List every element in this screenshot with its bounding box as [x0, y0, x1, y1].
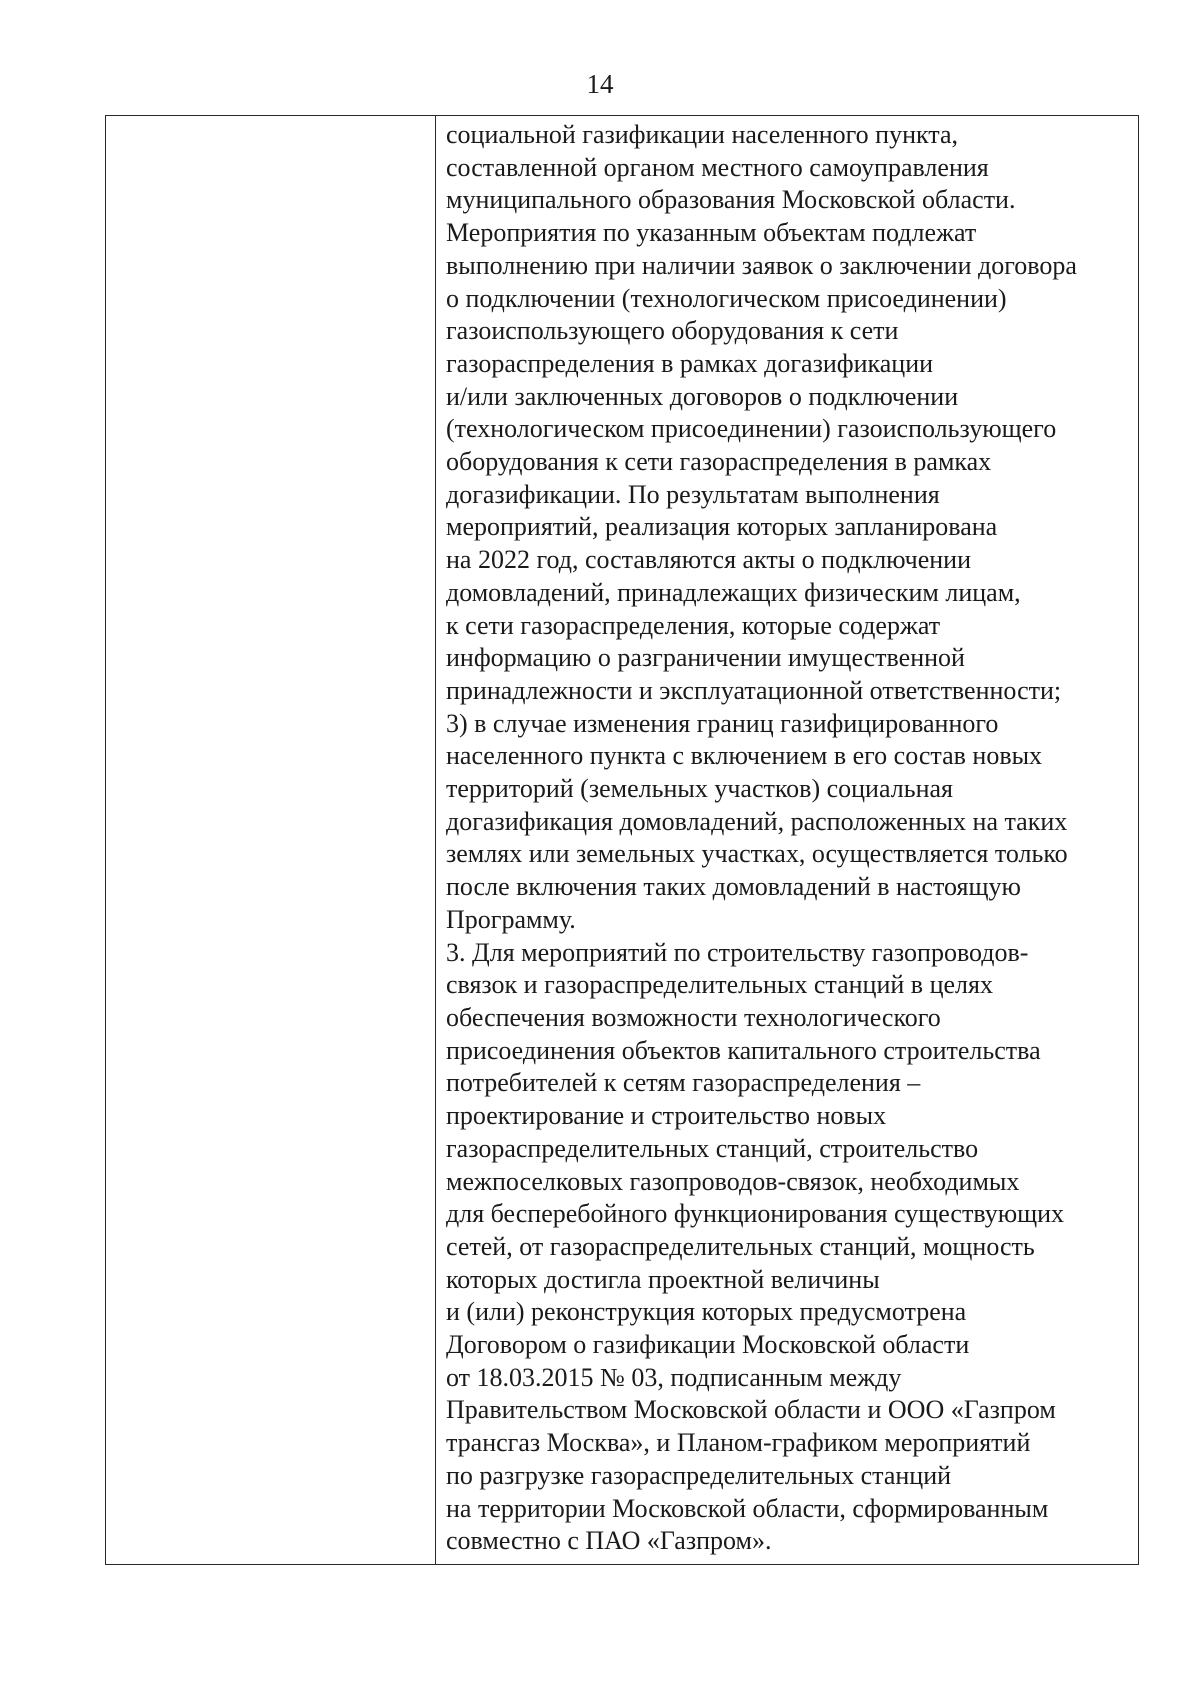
text-line: проектирование и строительство новых — [446, 1101, 887, 1131]
text-line: оборудования к сети газораспределения в рамках — [446, 447, 992, 477]
text-line: догазификация домовладений, расположенных на таких — [446, 806, 1068, 836]
table-left-cell — [106, 116, 436, 1564]
document-table — [105, 115, 1139, 1565]
text-line: связок и газораспределительных станций в целях — [446, 970, 993, 1000]
text-line: газораспределительных станций, строительство — [446, 1133, 979, 1163]
text-line: домовладений, принадлежащих физическим лицам, — [446, 577, 1021, 607]
text-line: от 18.03.2015 № 03, подписанным между — [446, 1362, 902, 1392]
text-line: территорий (земельных участков) социальная — [446, 774, 953, 804]
text-line: Договором о газификации Московской области — [446, 1330, 970, 1360]
page-number: 14 — [586, 69, 614, 99]
table-right-cell — [436, 116, 1138, 1564]
text-line: межпоселковых газопроводов-связок, необходимых — [446, 1166, 1020, 1196]
text-line: информацию о разграничении имущественной — [446, 643, 965, 673]
text-line: о подключении (технологическом присоединении) — [446, 283, 1007, 313]
text-line: 3. Для мероприятий по строительству газопроводов- — [446, 937, 1029, 967]
text-line: газоиспользующего оборудования к сети — [446, 316, 899, 346]
text-line: Программу. — [446, 904, 576, 934]
text-line: догазификации. По результатам выполнения — [446, 479, 940, 509]
text-line: на 2022 год, составляются акты о подключении — [446, 545, 971, 575]
text-line: и (или) реконструкция которых предусмотрена — [446, 1297, 967, 1327]
text-line: к сети газораспределения, которые содержат — [446, 610, 941, 640]
text-line: после включения таких домовладений в настоящую — [446, 872, 1021, 902]
text-line: для бесперебойного функционирования существующих — [446, 1199, 1065, 1229]
text-line: по разгрузке газораспределительных станций — [446, 1460, 952, 1490]
text-line: сетей, от газораспределительных станций, мощность — [446, 1231, 1035, 1261]
text-line: Правительством Московской области и ООО «Газпром — [446, 1395, 1056, 1425]
text-line: совместно с ПАО «Газпром». — [446, 1526, 772, 1556]
text-line: Мероприятия по указанным объектам подлежат — [446, 218, 977, 248]
text-line: и/или заключенных договоров о подключении — [446, 381, 959, 411]
text-line: населенного пункта с включением в его состав новых — [446, 741, 1043, 771]
text-line: которых достигла проектной величины — [446, 1264, 880, 1294]
text-line: (технологическом присоединении) газоиспользующего — [446, 414, 1057, 444]
text-line: обеспечения возможности технологического — [446, 1002, 941, 1032]
text-line: 3) в случае изменения границ газифицированного — [446, 708, 999, 738]
text-line: мероприятий, реализация которых запланирована — [446, 512, 998, 542]
text-line: социальной газификации населенного пункта, — [446, 120, 959, 149]
text-line: землях или земельных участках, осуществляется только — [446, 839, 1068, 869]
text-line: принадлежности и эксплуатационной ответственности; — [446, 675, 1062, 705]
text-line: на территории Московской области, сформированным — [446, 1493, 1049, 1523]
text-line: муниципального образования Московской области. — [446, 185, 1016, 215]
text-line: газораспределения в рамках догазификации — [446, 348, 934, 378]
text-line: выполнению при наличии заявок о заключении договора — [446, 250, 1077, 280]
text-line: трансгаз Москва», и Планом-графиком мероприятий — [446, 1428, 1031, 1458]
text-line: потребителей к сетям газораспределения – — [446, 1068, 921, 1098]
text-line: составленной органом местного самоуправления — [446, 152, 989, 182]
text-line: присоединения объектов капитального строительства — [446, 1035, 1041, 1065]
